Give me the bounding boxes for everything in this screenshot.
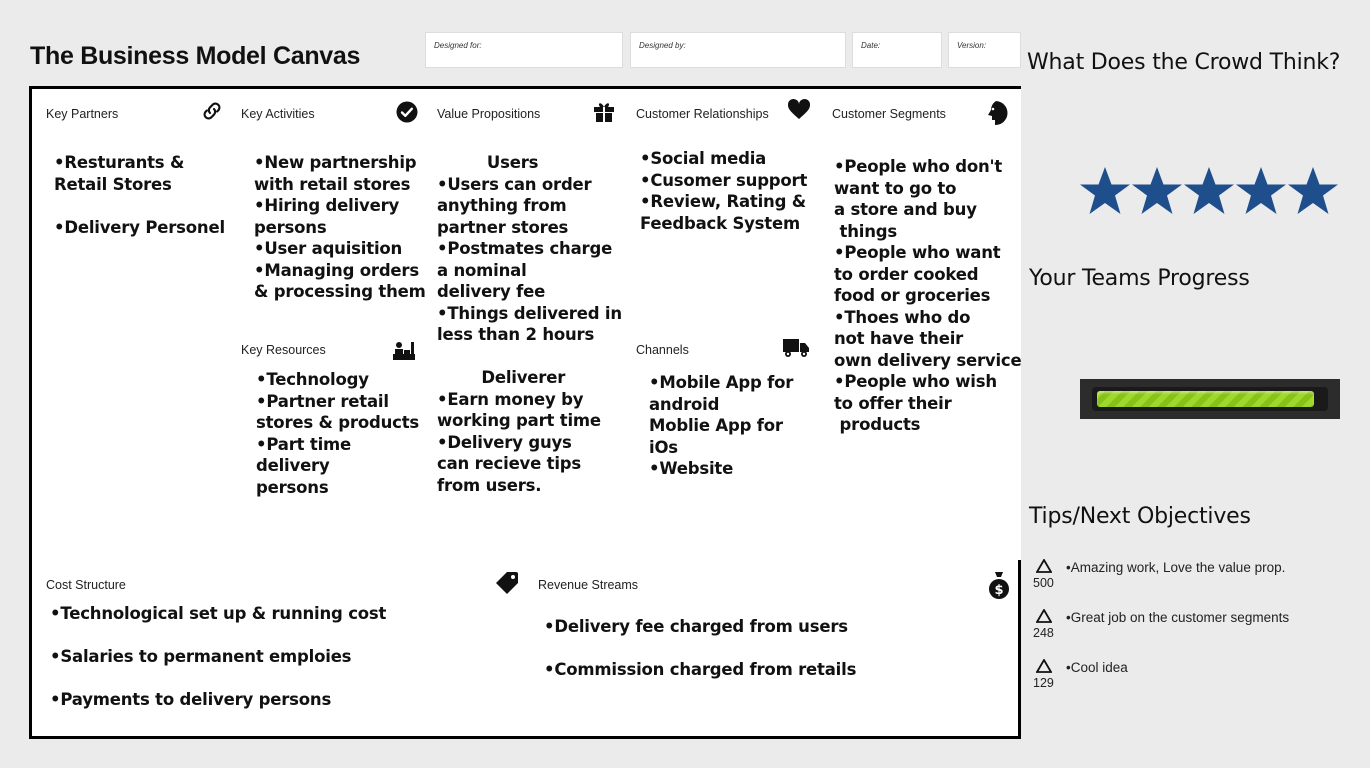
version-label: Version: [957, 41, 987, 50]
key-activities-text: •New partnership with retail stores •Hiring delivery persons •User aquisition •Managing orders & processing them [254, 153, 426, 301]
star-icon[interactable] [1183, 164, 1235, 218]
customer-relationships-label: Customer Relationships [636, 107, 769, 121]
progress-track [1092, 387, 1328, 411]
page-title: The Business Model Canvas [30, 42, 361, 70]
person-head-icon [982, 99, 1010, 127]
value-propositions-text: Users •Users can order anything from partner stores •Postmates charge a nominal delivery fee •Things delivered in less than 2 hours Deliverer •Earn money by working part time •Delivery guys can recieve tips from users. [437, 153, 622, 495]
value-propositions-block[interactable] [426, 89, 624, 562]
cost-structure-text: •Technological set up & running cost •Salaries to permanent emploies •Payments to delivery persons [50, 604, 387, 709]
link-icon [200, 99, 224, 123]
customer-segments-label: Customer Segments [832, 107, 946, 121]
star-icon[interactable] [1079, 164, 1131, 218]
customer-segments-text: •People who don't want to go to a store and buy things •People who want to order cooked food or groceries •Thoes who do not have their own delivery service •People who wish to offer their products [834, 157, 1022, 434]
tip-vote-count: 500 [1033, 576, 1054, 590]
truck-icon [782, 335, 810, 359]
designed-for-label: Designed for: [434, 41, 482, 50]
crowd-heading: What Does the Crowd Think? [1027, 50, 1341, 75]
tip-text: •Cool idea [1066, 660, 1128, 675]
tip-item [1033, 609, 1353, 649]
checkmark-icon [395, 100, 419, 124]
factory-worker-icon [391, 336, 417, 362]
key-partners-label: Key Partners [46, 107, 119, 121]
date-label: Date: [861, 41, 881, 50]
price-tag-icon [494, 570, 520, 596]
value-propositions-label: Value Propositions [437, 107, 541, 121]
progress-fill [1097, 391, 1314, 407]
channels-label: Channels [636, 343, 689, 357]
tip-vote-count: 129 [1033, 676, 1054, 690]
rating-stars[interactable] [1079, 164, 1339, 218]
customer-relationships-block[interactable] [622, 89, 820, 327]
date-field[interactable] [852, 32, 942, 68]
tip-text: •Great job on the customer segments [1066, 610, 1290, 625]
revenue-streams-text: •Delivery fee charged from users •Commission charged from retails [544, 617, 857, 679]
channels-block[interactable] [622, 325, 820, 562]
key-activities-block[interactable] [230, 89, 428, 327]
revenue-streams-label: Revenue Streams [538, 578, 639, 592]
star-icon[interactable] [1287, 164, 1339, 218]
designed-by-field[interactable] [630, 32, 846, 68]
cost-structure-label: Cost Structure [46, 578, 126, 592]
upvote-icon[interactable] [1036, 559, 1052, 573]
tip-vote-count: 248 [1033, 626, 1054, 640]
upvote-icon[interactable] [1036, 609, 1052, 623]
key-resources-text: •Technology •Partner retail stores & products •Part time delivery persons [256, 370, 420, 497]
team-progress-bar [1080, 379, 1340, 419]
upvote-icon[interactable] [1036, 659, 1052, 673]
tips-heading: Tips/Next Objectives [1029, 504, 1251, 529]
tip-text: •Amazing work, Love the value prop. [1066, 560, 1286, 575]
heart-icon [787, 98, 811, 122]
tip-item [1033, 559, 1353, 599]
version-field[interactable] [948, 32, 1021, 68]
key-resources-label: Key Resources [241, 343, 326, 357]
star-icon[interactable] [1131, 164, 1183, 218]
progress-heading: Your Teams Progress [1029, 266, 1250, 291]
svg-text:$: $ [994, 583, 1004, 598]
designed-for-field[interactable] [425, 32, 623, 68]
revenue-streams-block[interactable] [524, 560, 1018, 736]
key-activities-label: Key Activities [241, 107, 315, 121]
cost-structure-block[interactable] [32, 560, 526, 736]
money-bag-icon [986, 570, 1012, 600]
key-resources-block[interactable] [230, 325, 428, 562]
business-model-canvas [29, 86, 1021, 739]
channels-text: •Mobile App for android Moblie App for iOs •Website [649, 373, 794, 478]
customer-relationships-text: •Social media •Cusomer support •Review, Rating & Feedback System [640, 149, 808, 233]
star-icon[interactable] [1235, 164, 1287, 218]
tip-item [1033, 659, 1353, 699]
customer-segments-block[interactable] [818, 89, 1021, 562]
gift-icon [592, 99, 616, 123]
key-partners-block[interactable] [32, 89, 232, 562]
designed-by-label: Designed by: [639, 41, 686, 50]
key-partners-text: •Resturants & Retail Stores •Delivery Personel [54, 153, 225, 237]
